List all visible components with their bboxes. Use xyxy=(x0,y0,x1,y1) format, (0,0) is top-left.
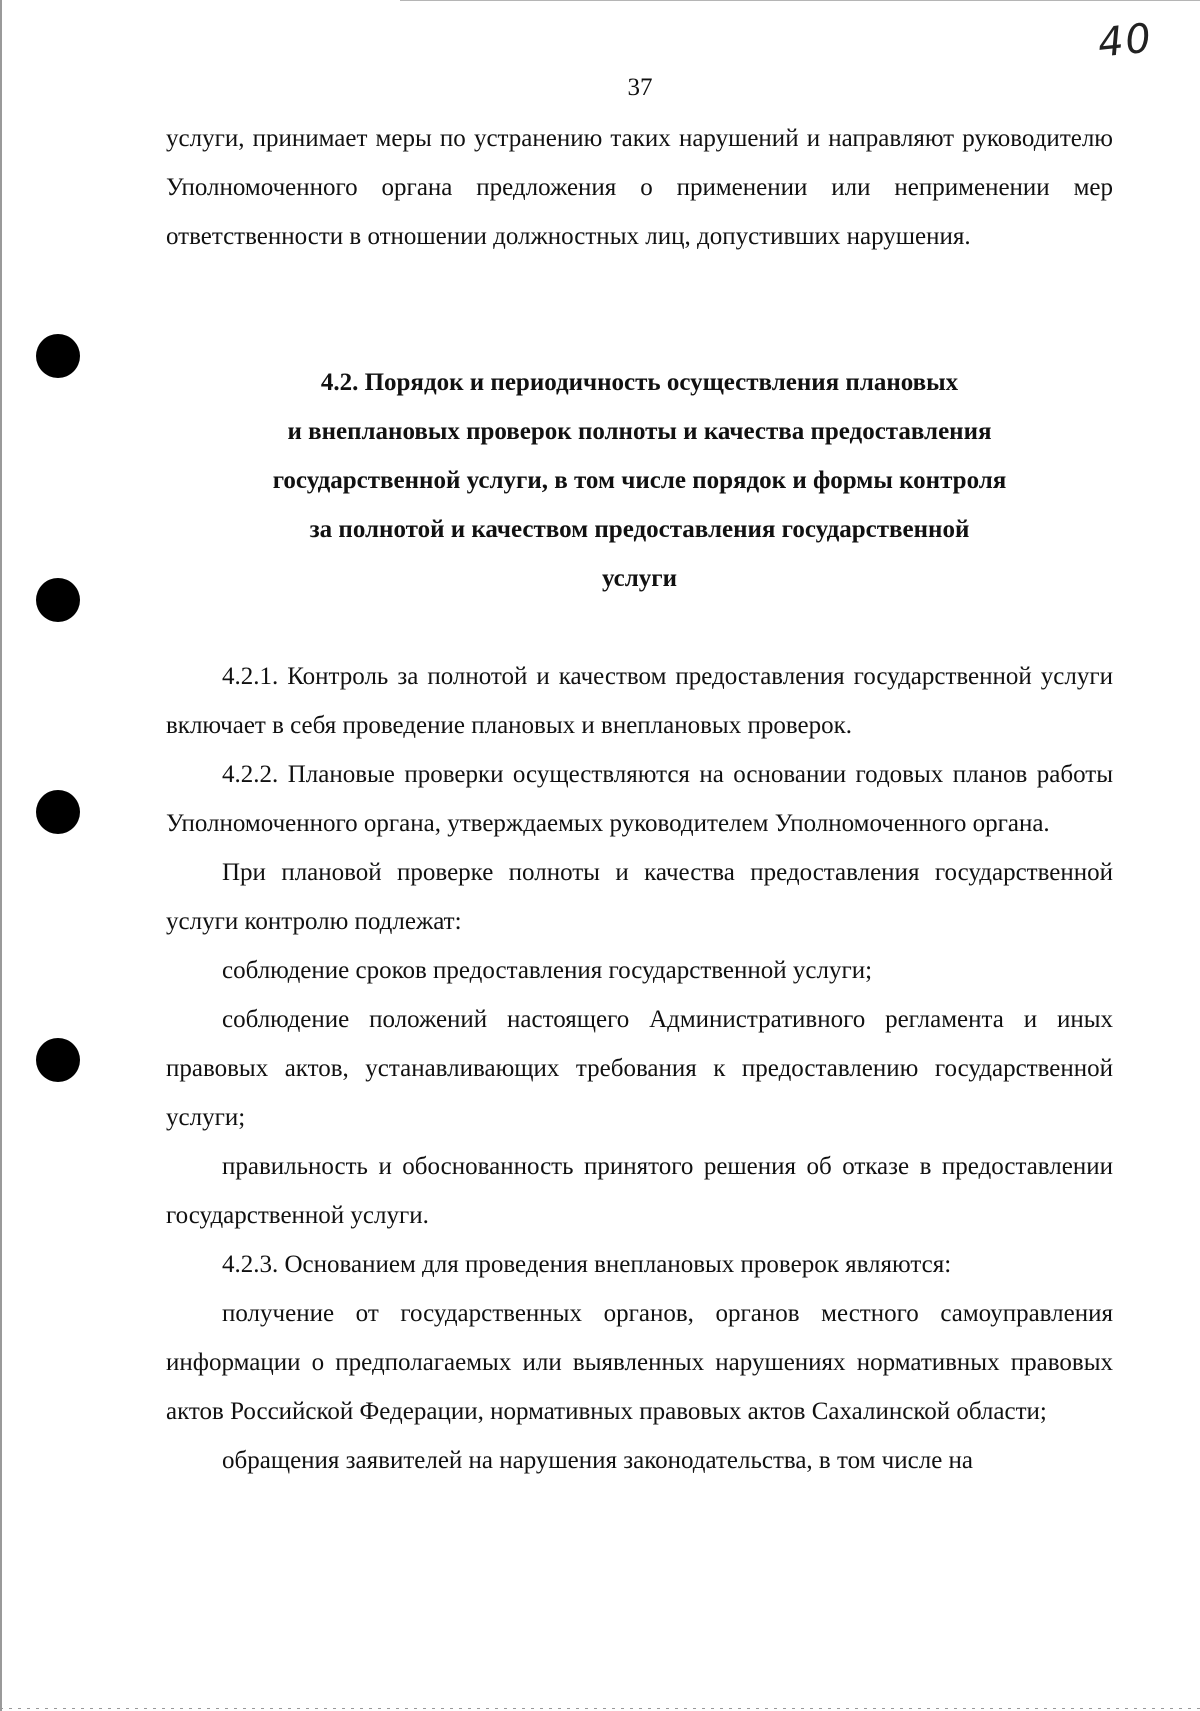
list-item: получение от государственных органов, органов местного самоуправления информации о предполагаемых или выявленных нарушениях нормативных правовых актов Российской Федерации, нормативных правовых актов Сахалинской области; xyxy=(166,1300,1113,1425)
scan-edge-left xyxy=(0,0,2,1711)
punch-hole xyxy=(36,1038,80,1082)
list-item: соблюдение сроков предоставления государственной услуги; xyxy=(222,957,873,984)
list-item: правильность и обоснованность принятого решения об отказе в предоставлении государственной услуги. xyxy=(166,1153,1113,1229)
paragraph-4-2-1: 4.2.1. Контроль за полнотой и качеством предоставления государственной услуги включает в себя проведение плановых и внеплановых проверок. xyxy=(166,663,1113,739)
top-paragraph-block xyxy=(166,114,1113,261)
punch-hole xyxy=(36,578,80,622)
heading-line: услуги xyxy=(601,565,678,592)
paragraph-planned-check: При плановой проверке полноты и качества предоставления государственной услуги контролю подлежат: xyxy=(166,859,1113,935)
heading-line: и внеплановых проверок полноты и качества предоставления xyxy=(287,418,992,445)
section-heading xyxy=(166,358,1113,603)
punch-hole xyxy=(36,334,80,378)
scan-edge-top xyxy=(400,0,1200,1)
paragraph-4-2-2: 4.2.2. Плановые проверки осуществляются на основании годовых планов работы Уполномоченного органа, утверждаемых руководителем Уполномоченного органа. xyxy=(166,761,1113,837)
body-text xyxy=(166,652,1113,1485)
paragraph-4-2-3: 4.2.3. Основанием для проведения внеплановых проверок являются: xyxy=(222,1251,952,1278)
handwritten-sheet-number: 40 xyxy=(1095,15,1156,67)
list-item: соблюдение положений настоящего Административного регламента и иных правовых актов, устанавливающих требования к предоставлению государственной услуги; xyxy=(166,1006,1113,1131)
heading-line: государственной услуги, в том числе порядок и формы контроля xyxy=(272,467,1007,494)
scan-edge-bottom xyxy=(0,1708,1200,1709)
heading-line: за полнотой и качеством предоставления государственной xyxy=(309,516,970,543)
list-item: обращения заявителей на нарушения законодательства, в том числе на xyxy=(222,1447,974,1474)
paragraph: услуги, принимает меры по устранению таких нарушений и направляют руководителю Уполномоченного органа предложения о применении или неприменении мер ответственности в отношении должностных лиц, допустивших нарушения. xyxy=(166,125,1113,250)
heading-line: 4.2. Порядок и периодичность осуществления плановых xyxy=(320,369,959,396)
page-number: 37 xyxy=(627,74,653,101)
punch-hole xyxy=(36,790,80,834)
